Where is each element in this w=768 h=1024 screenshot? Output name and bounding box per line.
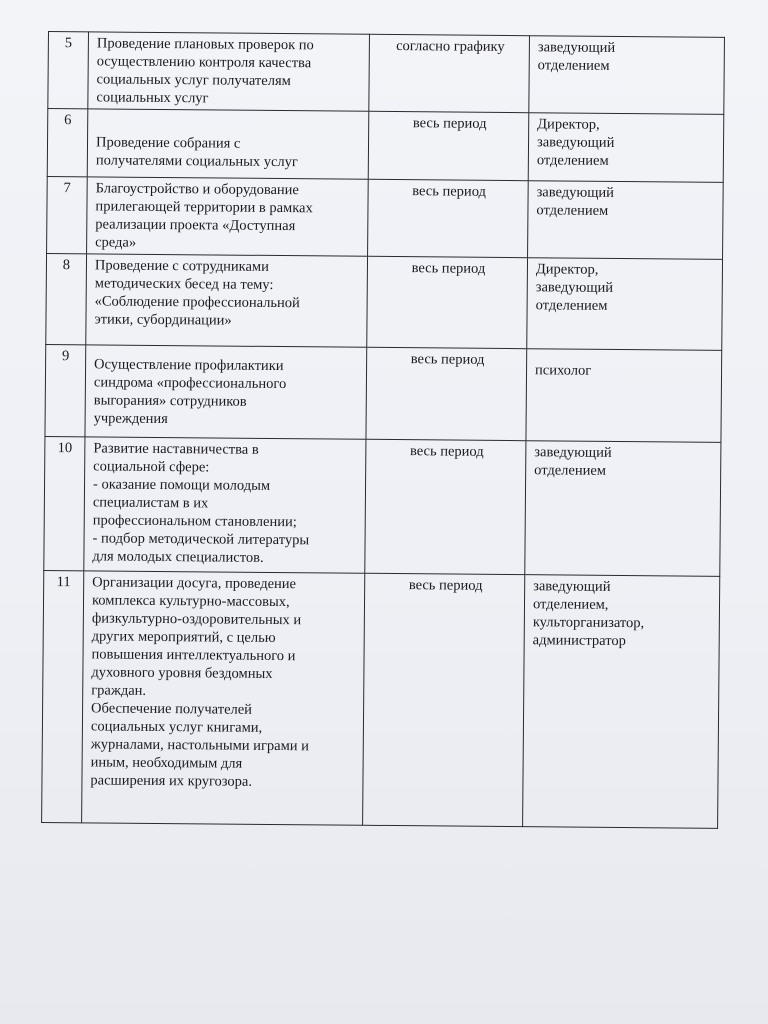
activity-cell xyxy=(84,437,366,573)
period-cell xyxy=(369,34,530,112)
activity-cell xyxy=(87,177,369,256)
row-number: 10 xyxy=(44,436,85,570)
activity-text: Благоустройство и оборудование прилегающей территории в рамках реализации проекта «Доступная среда» xyxy=(95,180,313,251)
activity-text: Организации досуга, проведение комплекса культурно-массовых, физкультурно-оздоровительных и других мероприятий, с целью повышения интеллектуального и духовного уровня бездомных граждан. Обеспечение получателей социальных услуг книгами, журналами, настольными играми и иным, необходимым для расширения их кругозора. xyxy=(90,574,310,790)
responsible-text: заведующий отделением xyxy=(534,444,612,479)
period-cell xyxy=(367,256,528,348)
period-text: весь период xyxy=(412,183,487,200)
responsible-text: психолог xyxy=(534,362,592,379)
table-row xyxy=(45,344,722,442)
activity-text: Осуществление профилактики синдрома «профессионального выгорания» сотрудников учреждения xyxy=(93,356,287,428)
activity-cell xyxy=(87,109,369,179)
row-number: 7 xyxy=(47,176,88,253)
activity-cell xyxy=(82,571,365,825)
row-number: 9 xyxy=(45,344,86,436)
activity-cell xyxy=(88,32,370,111)
period-cell xyxy=(368,111,529,180)
row-number: 11 xyxy=(42,570,84,822)
period-cell xyxy=(363,573,525,826)
responsible-cell xyxy=(523,575,720,829)
table-row xyxy=(47,109,724,183)
period-text: весь период xyxy=(408,577,483,594)
period-cell xyxy=(365,439,526,574)
table-row xyxy=(47,176,724,259)
responsible-cell xyxy=(528,181,724,260)
period-text: весь период xyxy=(409,443,484,460)
responsible-text: заведующий отделением, культорганизатор, администратор xyxy=(532,578,645,650)
activity-text: Развитие наставничества в социальной сфере: - оказание помощи молодым специалистам в их профессиональном становлении; - подбор методической литературы для молодых специалистов. xyxy=(92,440,310,566)
period-cell xyxy=(366,347,527,440)
activity-text: Проведение плановых проверок по осуществлению контроля качества социальных услуг получателям социальных услуг xyxy=(96,35,314,107)
period-text: согласно графику xyxy=(396,38,505,55)
responsible-cell xyxy=(525,441,721,577)
table-row xyxy=(42,570,720,828)
responsible-cell xyxy=(528,113,724,183)
responsible-cell xyxy=(527,258,723,351)
responsible-cell xyxy=(529,36,725,115)
responsible-cell xyxy=(526,349,722,443)
row-number: 5 xyxy=(48,32,89,109)
period-text: весь период xyxy=(411,260,486,277)
row-number: 8 xyxy=(46,253,87,344)
activity-text: Проведение с сотрудниками методических бесед на тему: «Соблюдение профессиональной этики, субординации» xyxy=(94,257,300,329)
table-row xyxy=(44,436,721,576)
activity-text: Проведение собрания с получателями социальных услуг xyxy=(95,134,298,171)
responsible-text: заведующий отделением xyxy=(537,39,616,74)
table-row xyxy=(46,253,723,350)
activity-cell xyxy=(86,254,368,347)
period-text: весь период xyxy=(412,115,487,132)
period-cell xyxy=(368,179,529,257)
table-row xyxy=(48,32,725,115)
responsible-text: заведующий отделением xyxy=(536,184,615,219)
responsible-text: Директор, заведующий отделением xyxy=(536,116,615,169)
responsible-text: Директор, заведующий отделением xyxy=(535,261,614,314)
activity-plan-table xyxy=(41,31,725,829)
period-text: весь период xyxy=(410,351,485,368)
activity-cell xyxy=(85,345,367,439)
row-number: 6 xyxy=(47,109,88,177)
